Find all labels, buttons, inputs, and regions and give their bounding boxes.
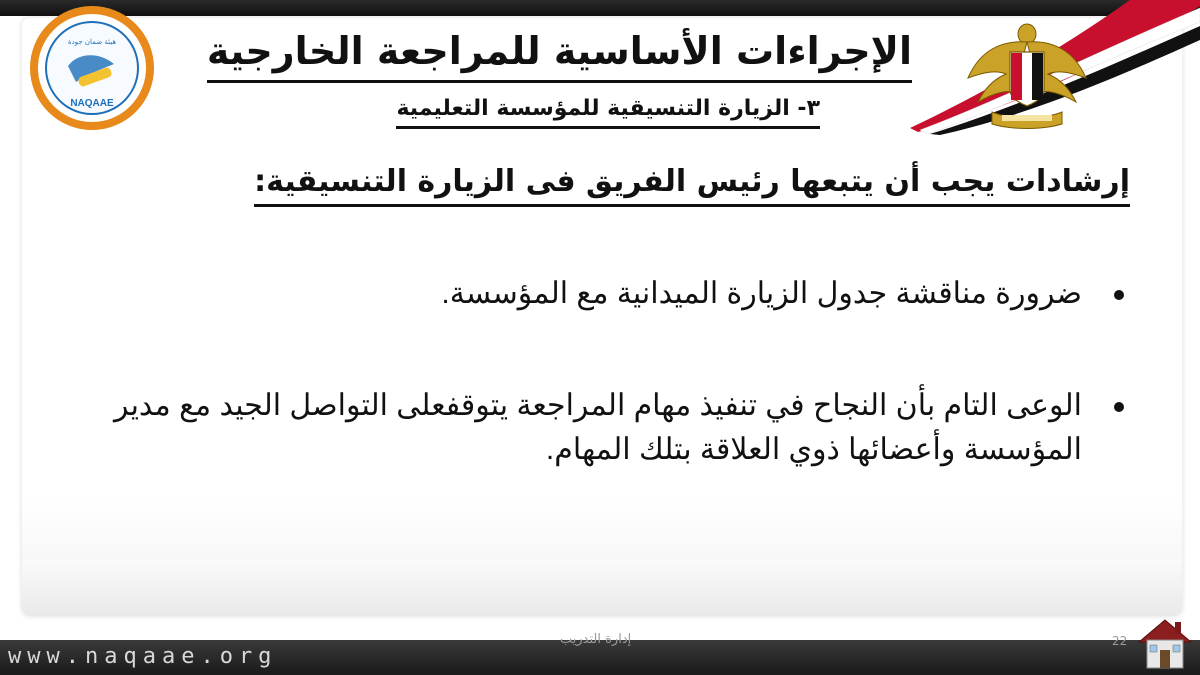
list-item [68,272,1128,316]
egypt-eagle-icon [962,20,1092,130]
footer-department: إدارة التدريب [560,632,632,647]
bullet-dot-icon [1114,290,1124,300]
slide-bottom-shade [22,560,1182,616]
svg-text:هيئة ضمان جودة: هيئة ضمان جودة [67,38,117,46]
naqaae-logo [18,2,166,132]
bullet-list [68,272,1128,472]
svg-text:NAQAAE: NAQAAE [70,98,114,109]
sub-title: ٣- الزيارة التنسيقية للمؤسسة التعليمية [396,92,820,129]
bullet-text: ضرورة مناقشة جدول الزيارة الميدانية مع المؤسسة. [441,277,1082,310]
bullet-dot-icon [1114,402,1124,412]
section-heading: إرشادات يجب أن يتبعها رئيس الفريق فى الزيارة التنسيقية: [254,160,1130,207]
home-icon[interactable] [1135,612,1195,674]
page-number: 22 [1112,634,1128,648]
main-title: الإجراءات الأساسية للمراجعة الخارجية [207,24,912,83]
bullet-text: الوعى التام بأن النجاح في تنفيذ مهام المراجعة يتوقفعلى التواصل الجيد مع مدير المؤسسة وأعضائها ذوي العلاقة بتلك المهام. [114,389,1082,466]
website-url[interactable]: www.naqaae.org [8,644,278,669]
list-item [68,384,1128,472]
